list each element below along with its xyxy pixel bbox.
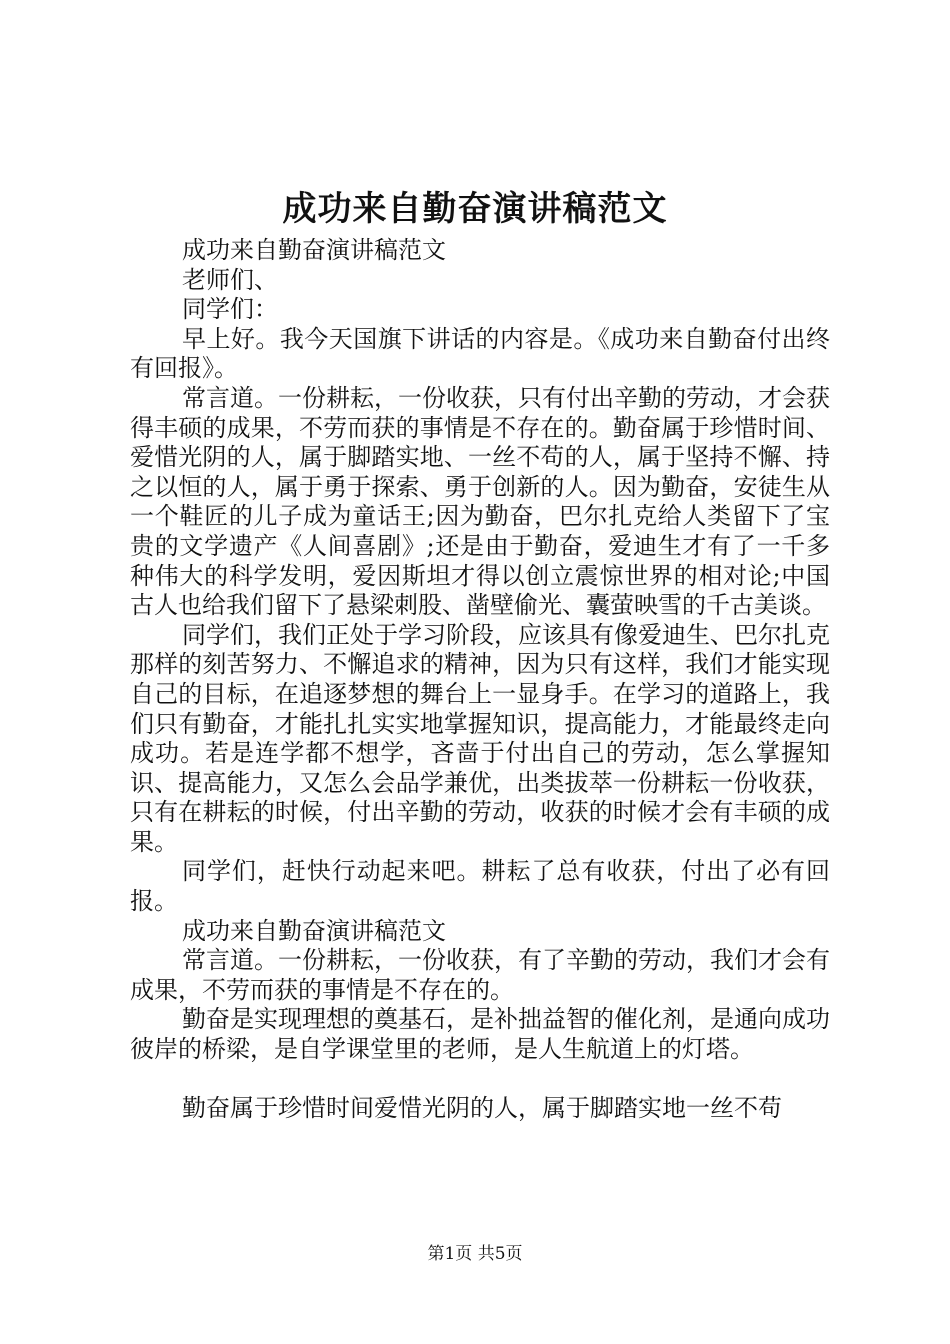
paragraph-section-heading: 成功来自勤奋演讲稿范文 <box>182 916 446 945</box>
paragraph-greeting: 早上好。我今天国旗下讲话的内容是。《成功来自勤奋付出终有回报》。 <box>130 324 830 383</box>
page-footer: 第1页 共5页 <box>427 1244 523 1264</box>
paragraph-body: 勤奋是实现理想的奠基石，是补拙益智的催化剂，是通向成功彼岸的桥梁，是自学课堂里的老师，是人生航道上的灯塔。 <box>130 1005 830 1064</box>
paragraph-body: 常言道。一份耕耘，一份收获，有了辛勤的劳动，我们才会有成果，不劳而获的事情是不存在的。 <box>130 946 830 1004</box>
paragraph-body: 常言道。一份耕耘，一份收获，只有付出辛勤的劳动，才会获得丰硕的成果，不劳而获的事情是不存在的。勤奋属于珍惜时间、爱惜光阴的人，属于脚踏实地、一丝不苟的人，属于坚持不懈、持之以恒的人，属于勇于探索、勇于创新的人。因为勤奋，安徒生从一个鞋匠的儿子成为童话王;因为勤奋，巴尔扎克给人类留下了宝贵的文学遗产《人间喜剧》;还是由于勤奋，爱迪生才有了一千多种伟大的科学发明，爱因斯坦才得以创立震惊世界的相对论;中国古人也给我们留下了悬梁刺股、凿壁偷光、囊萤映雪的千古美谈。 <box>130 383 830 620</box>
document-body <box>130 236 830 1123</box>
paragraph-body: 勤奋属于珍惜时间爱惜光阴的人，属于脚踏实地一丝不苟 <box>182 1093 782 1122</box>
paragraph-body: 同学们，赶快行动起来吧。耕耘了总有收获，付出了必有回报。 <box>130 857 830 916</box>
paragraph-salutation-teachers: 老师们、 <box>182 265 278 294</box>
paragraph-subtitle: 成功来自勤奋演讲稿范文 <box>182 236 446 264</box>
paragraph-salutation-students: 同学们： <box>182 295 278 324</box>
document-title: 成功来自勤奋演讲稿范文 <box>282 189 668 229</box>
paragraph-body: 同学们，我们正处于学习阶段，应该具有像爱迪生、巴尔扎克那样的刻苦努力、不懈追求的精神，因为只有这样，我们才能实现自己的目标，在追逐梦想的舞台上一显身手。在学习的道路上，我们只有勤奋，才能扎扎实实地掌握知识，提高能力，才能最终走向成功。若是连学都不想学，吝啬于付出自己的劳动，怎么掌握知识、提高能力，又怎么会品学兼优，出类拔萃一份耕耘一份收获，只有在耕耘的时候，付出辛勤的劳动，收获的时候才会有丰硕的成果。 <box>130 620 830 856</box>
